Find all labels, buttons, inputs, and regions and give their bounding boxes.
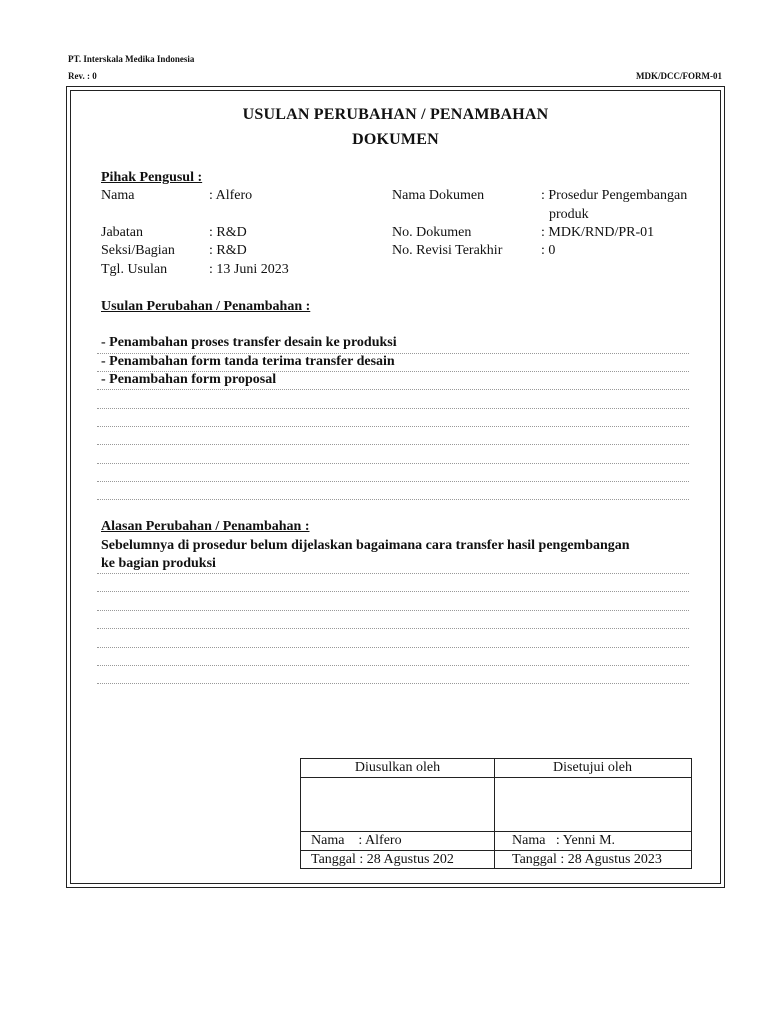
date-label: Tgl. Usulan bbox=[101, 262, 168, 277]
section-dept-value: : R&D bbox=[209, 243, 247, 258]
proposer-section-label: Pihak Pengusul : bbox=[101, 170, 203, 185]
approved-by-header: Disetujui oleh bbox=[553, 760, 632, 775]
reason-line: Sebelumnya di prosedur belum dijelaskan bagaimana cara transfer hasil pengembangan bbox=[101, 538, 630, 553]
doc-name-label: Nama Dokumen bbox=[392, 188, 485, 203]
doc-name-value-cont: produk bbox=[549, 207, 589, 222]
dotted-line bbox=[97, 647, 689, 648]
dotted-line bbox=[97, 610, 689, 611]
proposal-item: - Penambahan form proposal bbox=[101, 372, 277, 387]
date-value: : 13 Juni 2023 bbox=[209, 262, 289, 277]
dotted-line bbox=[97, 371, 689, 372]
dotted-line bbox=[97, 591, 689, 592]
doc-no-label: No. Dokumen bbox=[392, 225, 472, 240]
dotted-line bbox=[97, 426, 689, 427]
signature-date-rule bbox=[301, 850, 691, 851]
dotted-line bbox=[97, 683, 689, 684]
dotted-line bbox=[97, 463, 689, 464]
dotted-line bbox=[97, 408, 689, 409]
dotted-line bbox=[97, 628, 689, 629]
dotted-line bbox=[97, 481, 689, 482]
approved-name: Nama : Yenni M. bbox=[512, 833, 616, 848]
dotted-line bbox=[97, 573, 689, 574]
last-rev-label: No. Revisi Terakhir bbox=[392, 243, 503, 258]
doc-no-value: : MDK/RND/PR-01 bbox=[541, 225, 655, 240]
proposal-item: - Penambahan form tanda terima transfer desain bbox=[101, 354, 395, 369]
name-value: : Alfero bbox=[209, 188, 253, 203]
position-label: Jabatan bbox=[101, 225, 143, 240]
dotted-line bbox=[97, 665, 689, 666]
position-value: : R&D bbox=[209, 225, 247, 240]
name-label: Nama bbox=[101, 188, 135, 203]
form-frame bbox=[66, 86, 725, 888]
dotted-line bbox=[97, 444, 689, 445]
signature-name-rule bbox=[301, 831, 691, 832]
revision-label: Rev. : 0 bbox=[68, 71, 97, 81]
proposed-name: Nama : Alfero bbox=[311, 833, 402, 848]
dotted-line bbox=[97, 389, 689, 390]
signature-table bbox=[300, 758, 692, 869]
section-dept-label: Seksi/Bagian bbox=[101, 243, 175, 258]
proposal-section-label: Usulan Perubahan / Penambahan : bbox=[101, 299, 311, 314]
reason-section-label: Alasan Perubahan / Penambahan : bbox=[101, 519, 310, 534]
proposed-date: Tanggal : 28 Agustus 202 bbox=[311, 852, 454, 867]
form-title-line1: USULAN PERUBAHAN / PENAMBAHAN bbox=[242, 106, 549, 123]
dotted-line bbox=[97, 353, 689, 354]
reason-line: ke bagian produksi bbox=[101, 556, 216, 571]
dotted-line bbox=[97, 499, 689, 500]
company-name: PT. Interskala Medika Indonesia bbox=[68, 54, 195, 64]
form-code: MDK/DCC/FORM-01 bbox=[636, 71, 722, 81]
doc-name-value: : Prosedur Pengembangan bbox=[541, 188, 688, 203]
signature-header-rule bbox=[301, 777, 691, 778]
proposal-item: - Penambahan proses transfer desain ke produksi bbox=[101, 335, 397, 350]
proposed-by-header: Diusulkan oleh bbox=[354, 760, 441, 775]
approved-date: Tanggal : 28 Agustus 2023 bbox=[512, 852, 662, 867]
form-title-line2: DOKUMEN bbox=[352, 131, 439, 148]
last-rev-value: : 0 bbox=[541, 243, 556, 258]
